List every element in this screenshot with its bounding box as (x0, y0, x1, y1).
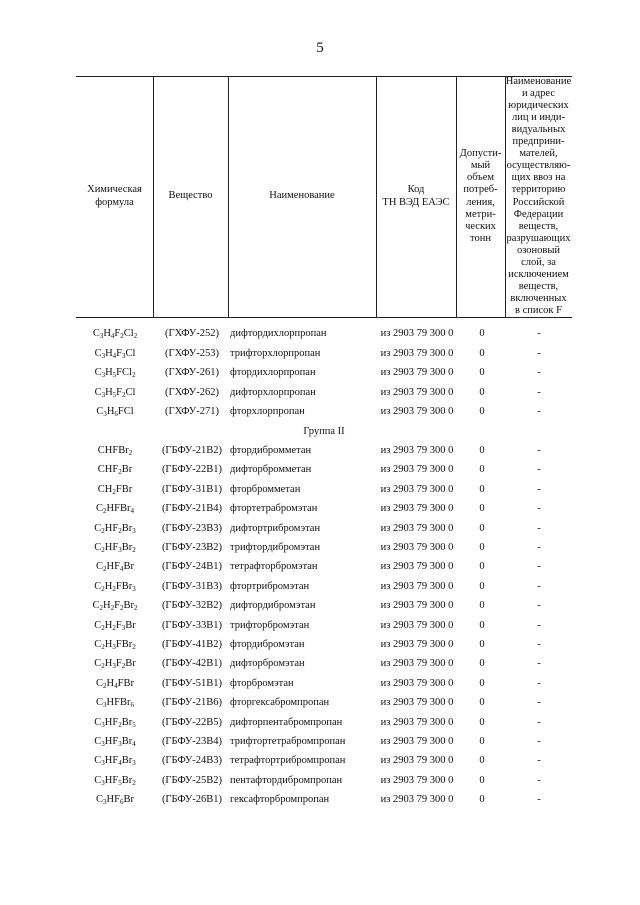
name-cell: дифтортрибромэтан (230, 522, 321, 534)
formula-cell: $C_2H_2F_2Br_2$ (92, 600, 138, 613)
name-cell: дифтордибромэтан (230, 600, 316, 612)
volume-cell: 0 (479, 794, 485, 806)
substance-cell: (ГБФУ-42В1) (161, 658, 223, 670)
substance-cell: (ГБФУ-23В3) (161, 522, 223, 534)
substance-cell: (ГХФУ-253) (165, 347, 219, 359)
importers-cell: - (537, 522, 541, 534)
substance-cell: (ГБФУ-51В1) (161, 677, 223, 689)
volume-cell: 0 (479, 561, 485, 573)
importers-cell: - (537, 483, 541, 495)
volume-cell: 0 (479, 755, 485, 767)
importers-cell: - (537, 677, 541, 689)
table-row (76, 500, 572, 518)
name-cell: тетрафтортрибромпропан (230, 755, 346, 767)
header-formula (76, 76, 153, 317)
importers-cell: - (537, 619, 541, 631)
table-row (76, 364, 572, 382)
volume-cell: 0 (479, 542, 485, 553)
name-cell: дифторхлорпропан (230, 386, 316, 398)
substance-cell: (ГБФУ-31В3) (161, 580, 223, 592)
table-header-bottom-border (76, 317, 572, 318)
importers-cell: - (537, 367, 541, 378)
substance-cell: (ГБФУ-41В2) (161, 639, 223, 650)
volume-cell: 0 (479, 716, 485, 728)
formula-cell: $C_3HF_5Br_2$ (94, 774, 136, 787)
name-cell: фторхлорпропан (230, 406, 305, 417)
header-substance-text: Вещество (168, 190, 213, 202)
substance-cell: (ГБФУ-25В2) (161, 774, 223, 786)
name-cell: фторбромэтан (230, 677, 294, 689)
substance-cell: (ГБФУ-23В2) (161, 542, 223, 553)
name-cell: трифторбромэтан (230, 619, 310, 631)
table-row (76, 714, 572, 732)
formula-cell: $C_2H_3F_2Br$ (94, 658, 136, 671)
header-importers-text: Наименование и адрес юридических лиц и инди- видуальных предприни- мателей, осуществляю- щих ввоз на территорию Российской Федерации веществ, разрушающих озоновый слой, за исключением веществ, включенных в список F (505, 75, 572, 317)
formula-cell: $C_2H_2F_3Br$ (94, 619, 136, 632)
importers-cell: - (537, 542, 541, 553)
importers-cell: - (537, 736, 541, 747)
name-cell: фтордибромэтан (230, 639, 305, 650)
substance-cell: (ГБФУ-26В1) (161, 794, 223, 806)
code-cell: из 2903 79 300 0 (380, 386, 454, 398)
volume-cell: 0 (479, 347, 485, 359)
substance-cell: (ГБФУ-33В1) (161, 619, 223, 631)
group-title: Группа II (303, 426, 345, 437)
code-cell: из 2903 79 300 0 (380, 774, 454, 786)
name-cell: фторбромметан (230, 483, 301, 495)
name-cell: дифторпентабромпропан (230, 716, 343, 728)
importers-cell: - (537, 658, 541, 670)
header-volume-text: Допусти- мый объем потреб- ления, метри- ческих тонн (459, 148, 502, 244)
table-row (76, 481, 572, 499)
code-cell: из 2903 79 300 0 (380, 445, 454, 456)
importers-cell: - (537, 386, 541, 398)
name-cell: гексафторбромпропан (230, 794, 330, 806)
formula-cell: $C_3H_6FCl$ (96, 406, 134, 418)
table-row (76, 791, 572, 809)
formula-cell: $C_2HF_3Br_2$ (94, 542, 136, 554)
importers-cell: - (537, 445, 541, 456)
table-row (76, 384, 572, 402)
volume-cell: 0 (479, 697, 485, 709)
substance-cell: (ГБФУ-32В2) (161, 600, 223, 612)
formula-cell: $C_2HFBr_4$ (96, 503, 134, 516)
code-cell: из 2903 79 300 0 (380, 619, 454, 631)
volume-cell: 0 (479, 736, 485, 747)
formula-cell: $C_3HF_6Br$ (96, 794, 134, 807)
importers-cell: - (537, 406, 541, 417)
formula-cell: $C_2HF_4Br$ (96, 561, 134, 574)
volume-cell: 0 (479, 445, 485, 456)
table-row (76, 597, 572, 615)
code-cell: из 2903 79 300 0 (380, 794, 454, 806)
header-code-text: Код ТН ВЭД ЕАЭС (382, 184, 450, 208)
substance-cell: (ГБФУ-22В1) (161, 464, 223, 476)
table-row (76, 558, 572, 576)
table-row (76, 578, 572, 596)
table-row (76, 752, 572, 770)
code-cell: из 2903 79 300 0 (380, 347, 454, 359)
importers-cell: - (537, 639, 541, 650)
code-cell: из 2903 79 300 0 (380, 328, 454, 339)
volume-cell: 0 (479, 328, 485, 339)
table-row (76, 461, 572, 479)
code-cell: из 2903 79 300 0 (380, 658, 454, 670)
volume-cell: 0 (479, 774, 485, 786)
table-row (76, 636, 572, 654)
name-cell: дифтордихлорпропан (230, 328, 327, 339)
substance-cell: (ГБФУ-31В1) (161, 483, 223, 495)
volume-cell: 0 (479, 464, 485, 476)
volume-cell: 0 (479, 386, 485, 398)
name-cell: дифторбромметан (230, 464, 312, 476)
table-row (76, 325, 572, 343)
code-cell: из 2903 79 300 0 (380, 542, 454, 553)
code-cell: из 2903 79 300 0 (380, 561, 454, 573)
formula-cell: CHFBr$_2$ (97, 445, 133, 457)
substance-cell: (ГБФУ-21В6) (161, 697, 223, 709)
code-cell: из 2903 79 300 0 (380, 755, 454, 767)
volume-cell: 0 (479, 619, 485, 631)
name-cell: трифтордибромэтан (230, 542, 321, 553)
code-cell: из 2903 79 300 0 (380, 406, 454, 417)
table-row (76, 733, 572, 751)
name-cell: дифторбромэтан (230, 658, 305, 670)
formula-cell: $C_3H_5FCl_2$ (94, 367, 136, 379)
page-number: 5 (316, 40, 324, 56)
volume-cell: 0 (479, 503, 485, 515)
substance-cell: (ГБФУ-21В2) (161, 445, 223, 456)
code-cell: из 2903 79 300 0 (380, 367, 454, 378)
header-substance (153, 76, 228, 317)
header-name (228, 76, 376, 317)
name-cell: трифторхлорпропан (230, 347, 321, 359)
formula-cell: $C_3HFBr_6$ (96, 697, 134, 710)
code-cell: из 2903 79 300 0 (380, 697, 454, 709)
table-row (76, 442, 572, 460)
volume-cell: 0 (479, 658, 485, 670)
code-cell: из 2903 79 300 0 (380, 483, 454, 495)
volume-cell: 0 (479, 639, 485, 650)
formula-cell: $C_3HF_4Br_3$ (94, 755, 136, 768)
importers-cell: - (537, 347, 541, 359)
formula-cell: $C_3H_5F_2Cl$ (94, 386, 136, 399)
table-row (76, 345, 572, 363)
importers-cell: - (537, 600, 541, 612)
table-row (76, 403, 572, 421)
code-cell: из 2903 79 300 0 (380, 736, 454, 747)
substance-cell: (ГБФУ-24В1) (161, 561, 223, 573)
table-row (76, 694, 572, 712)
substance-cell: (ГБФУ-23В4) (161, 736, 223, 747)
importers-cell: - (537, 755, 541, 767)
formula-cell: $C_2H_4FBr$ (96, 677, 134, 690)
volume-cell: 0 (479, 367, 485, 378)
code-cell: из 2903 79 300 0 (380, 522, 454, 534)
table-row (76, 675, 572, 693)
header-code (376, 76, 456, 317)
importers-cell: - (537, 503, 541, 515)
header-volume (456, 76, 505, 317)
formula-cell: $C_3H_4F_2Cl_2$ (92, 328, 138, 340)
name-cell: фтортетрабромэтан (230, 503, 318, 515)
formula-cell: $C_2H_3FBr_2$ (94, 639, 136, 651)
name-cell: фтордихлорпропан (230, 367, 316, 378)
substance-cell: (ГБФУ-21В4) (161, 503, 223, 515)
code-cell: из 2903 79 300 0 (380, 503, 454, 515)
importers-cell: - (537, 794, 541, 806)
table-row (76, 617, 572, 635)
importers-cell: - (537, 580, 541, 592)
importers-cell: - (537, 697, 541, 709)
importers-cell: - (537, 464, 541, 476)
name-cell: тетрафторбромэтан (230, 561, 318, 573)
volume-cell: 0 (479, 406, 485, 417)
name-cell: пентафтордибромпропан (230, 774, 343, 786)
table-row (76, 539, 572, 557)
volume-cell: 0 (479, 677, 485, 689)
header-formula-text: Химическая формула (87, 184, 142, 208)
table-row (76, 655, 572, 673)
name-cell: фтортрибромэтан (230, 580, 310, 592)
importers-cell: - (537, 774, 541, 786)
code-cell: из 2903 79 300 0 (380, 600, 454, 612)
substance-cell: (ГХФУ-271) (165, 406, 219, 417)
importers-cell: - (537, 328, 541, 339)
substance-cell: (ГБФУ-24В3) (161, 755, 223, 767)
importers-cell: - (537, 561, 541, 573)
name-cell: трифтортетрабромпропан (230, 736, 346, 747)
formula-cell: $C_3HF_2Br_5$ (94, 716, 136, 729)
formula-cell: $C_3HF_3Br_4$ (94, 736, 136, 748)
name-cell: фторгексабромпропан (230, 697, 330, 709)
code-cell: из 2903 79 300 0 (380, 639, 454, 650)
substance-cell: (ГБФУ-22В5) (161, 716, 223, 728)
formula-cell: $CHF_2Br$ (97, 464, 133, 477)
volume-cell: 0 (479, 483, 485, 495)
formula-cell: $C_2HF_2Br_3$ (94, 522, 136, 535)
formula-cell: $C_3H_4F_3Cl$ (94, 347, 136, 360)
substance-cell: (ГХФУ-262) (165, 386, 219, 398)
volume-cell: 0 (479, 600, 485, 612)
table-row (76, 772, 572, 790)
volume-cell: 0 (479, 580, 485, 592)
substance-cell: (ГХФУ-261) (165, 367, 219, 378)
name-cell: фтордибромметан (230, 445, 312, 456)
code-cell: из 2903 79 300 0 (380, 677, 454, 689)
code-cell: из 2903 79 300 0 (380, 580, 454, 592)
header-name-text: Наименование (269, 190, 335, 202)
formula-cell: $C_2H_2FBr_3$ (94, 580, 136, 593)
header-importers (505, 76, 572, 317)
importers-cell: - (537, 716, 541, 728)
code-cell: из 2903 79 300 0 (380, 716, 454, 728)
code-cell: из 2903 79 300 0 (380, 464, 454, 476)
substance-cell: (ГХФУ-252) (165, 328, 219, 339)
formula-cell: $CH_2FBr$ (97, 483, 133, 496)
table-row (76, 520, 572, 538)
volume-cell: 0 (479, 522, 485, 534)
